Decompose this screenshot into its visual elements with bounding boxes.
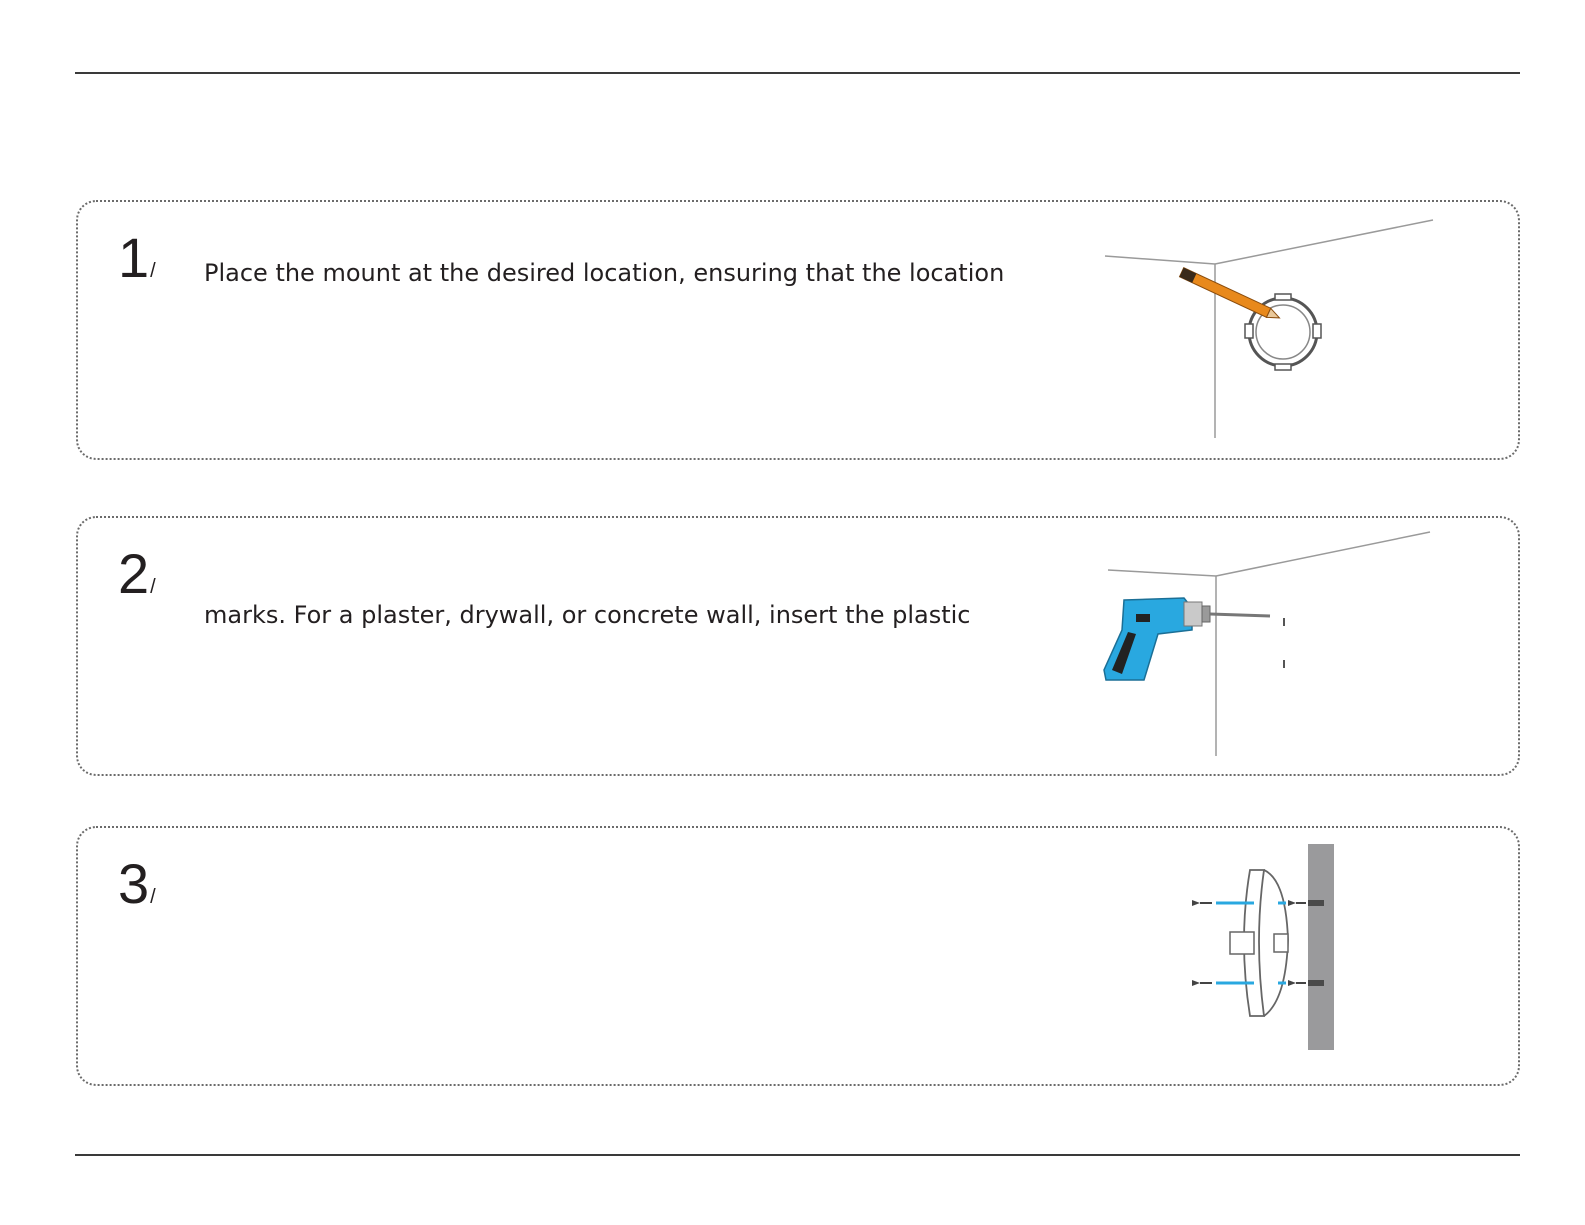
power-drill-icon [1088, 530, 1468, 770]
step-1-text: Place the mount at the desired location, ensuring that the location [204, 259, 1005, 287]
step-3-number: 3 / [118, 852, 155, 915]
step-2-text: marks. For a plaster, drywall, or concrete wall, insert the plastic [204, 601, 971, 629]
footer-rule [75, 1154, 1520, 1156]
step-2-number: 2 / [118, 542, 155, 605]
step-2-panel [76, 516, 1520, 776]
header-rule [75, 72, 1520, 74]
screws-into-wall-mount-icon [1188, 840, 1388, 1060]
pencil-marking-mount-icon [1103, 216, 1463, 446]
step-3-panel [76, 826, 1520, 1086]
step-1-number: 1 / [118, 226, 155, 289]
step-1-panel [76, 200, 1520, 460]
